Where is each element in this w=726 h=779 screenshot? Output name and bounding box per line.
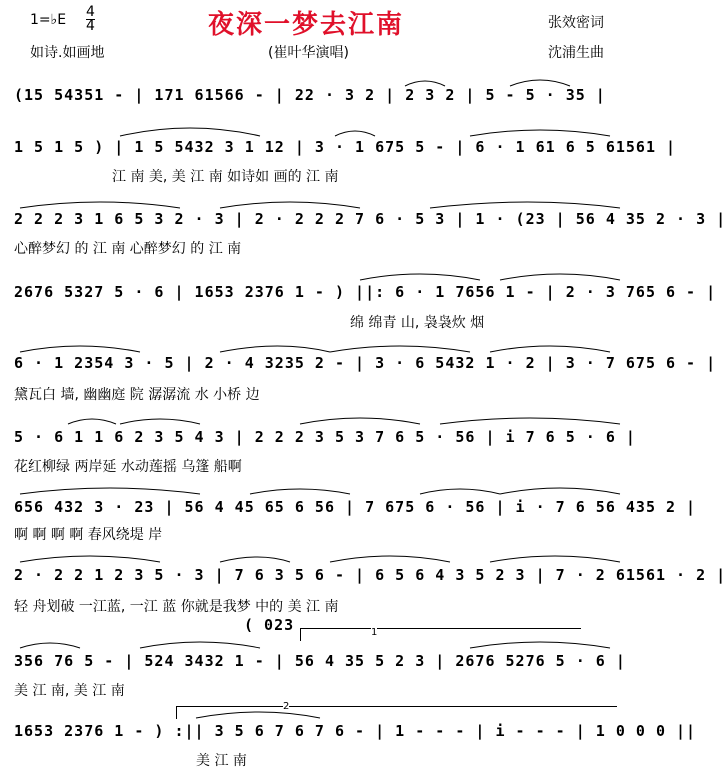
notation-row-2: 1 5 1 5 ) | 1 5 5432 3 1 12 | 3 · 1 675 5 - | 6 · 1 61 6 5 61561 | bbox=[14, 138, 677, 156]
lyric-row-7: 啊 啊 啊 啊 春风绕堤 岸 bbox=[14, 527, 163, 543]
notation-row-4: 2676 5327 5 · 6 | 1653 2376 1 - ) ||: 6 · 1 7656 1 - | 2 · 3 765 6 - | bbox=[14, 283, 717, 301]
notation-row-5: 6 · 1 2354 3 · 5 | 2 · 4 3235 2 - | 3 · 6 5432 1 · 2 | 3 · 7 675 6 - | bbox=[14, 354, 717, 372]
notation-row-6: 5 · 6 1 1 6 2 3 5 4 3 | 2 2 2 3 5 3 7 6 5 · 56 | i 7 6 5 · 6 | bbox=[14, 428, 636, 446]
volta-bracket-2: 2 bbox=[176, 706, 617, 719]
lyric-row-10: 美 江 南 bbox=[196, 753, 247, 769]
lyric-row-5: 黛瓦白 墙, 幽幽庭 院 潺潺流 水 小桥 边 bbox=[14, 387, 260, 403]
song-title: 夜深一梦去江南 bbox=[208, 10, 405, 40]
intro-parenthetical: ( 023 bbox=[244, 616, 295, 634]
notation-row-9: 356 76 5 - | 524 3432 1 - | 56 4 35 5 2 3 | 2676 5276 5 · 6 | bbox=[14, 652, 626, 670]
volta-bracket-1: 1 bbox=[300, 628, 581, 641]
composer-credit: 沈浦生曲 bbox=[548, 45, 604, 61]
notation-row-3: 2 2 2 3 1 6 5 3 2 · 3 | 2 · 2 2 2 7 6 · 5 3 | 1 · (23 | 56 4 35 2 · 3 | bbox=[14, 210, 726, 228]
lyric-row-9: 美 江 南, 美 江 南 bbox=[14, 683, 125, 699]
lyric-row-8: 轻 舟划破 一江蓝, 一江 蓝 你就是我梦 中的 美 江 南 bbox=[14, 599, 339, 615]
tempo-marking: 如诗.如画地 bbox=[30, 45, 105, 61]
lyric-row-6: 花红柳绿 两岸延 水动莲摇 乌篷 船啊 bbox=[14, 459, 242, 475]
lyric-row-4: 绵 绵青 山, 袅袅炊 烟 bbox=[350, 315, 485, 331]
time-signature: 4 4 bbox=[86, 4, 95, 34]
notation-row-7: 656 432 3 · 23 | 56 4 45 65 6 56 | 7 675 6 · 56 | i · 7 6 56 435 2 | bbox=[14, 498, 697, 516]
notation-row-8: 2 · 2 2 1 2 3 5 · 3 | 7 6 3 5 6 - | 6 5 6 4 3 5 2 3 | 7 · 2 61561 · 2 | bbox=[14, 566, 726, 584]
notation-row-1: (15 54351 - | 171 61566 - | 22 · 3 2 | 2 3 2 | 5 - 5 · 35 | bbox=[14, 86, 606, 104]
lyric-row-2: 江 南 美, 美 江 南 如诗如 画的 江 南 bbox=[112, 169, 339, 185]
key-signature: 1=♭E bbox=[30, 12, 67, 28]
notation-row-10: 1653 2376 1 - ) :|| 3 5 6 7 6 7 6 - | 1 - - - | i - - - | 1 0 0 0 || bbox=[14, 722, 697, 740]
lyricist-credit: 张效密词 bbox=[548, 15, 604, 31]
lyric-row-3: 心醉梦幻 的 江 南 心醉梦幻 的 江 南 bbox=[14, 241, 242, 257]
performer-credit: (崔叶华演唱) bbox=[268, 45, 349, 61]
